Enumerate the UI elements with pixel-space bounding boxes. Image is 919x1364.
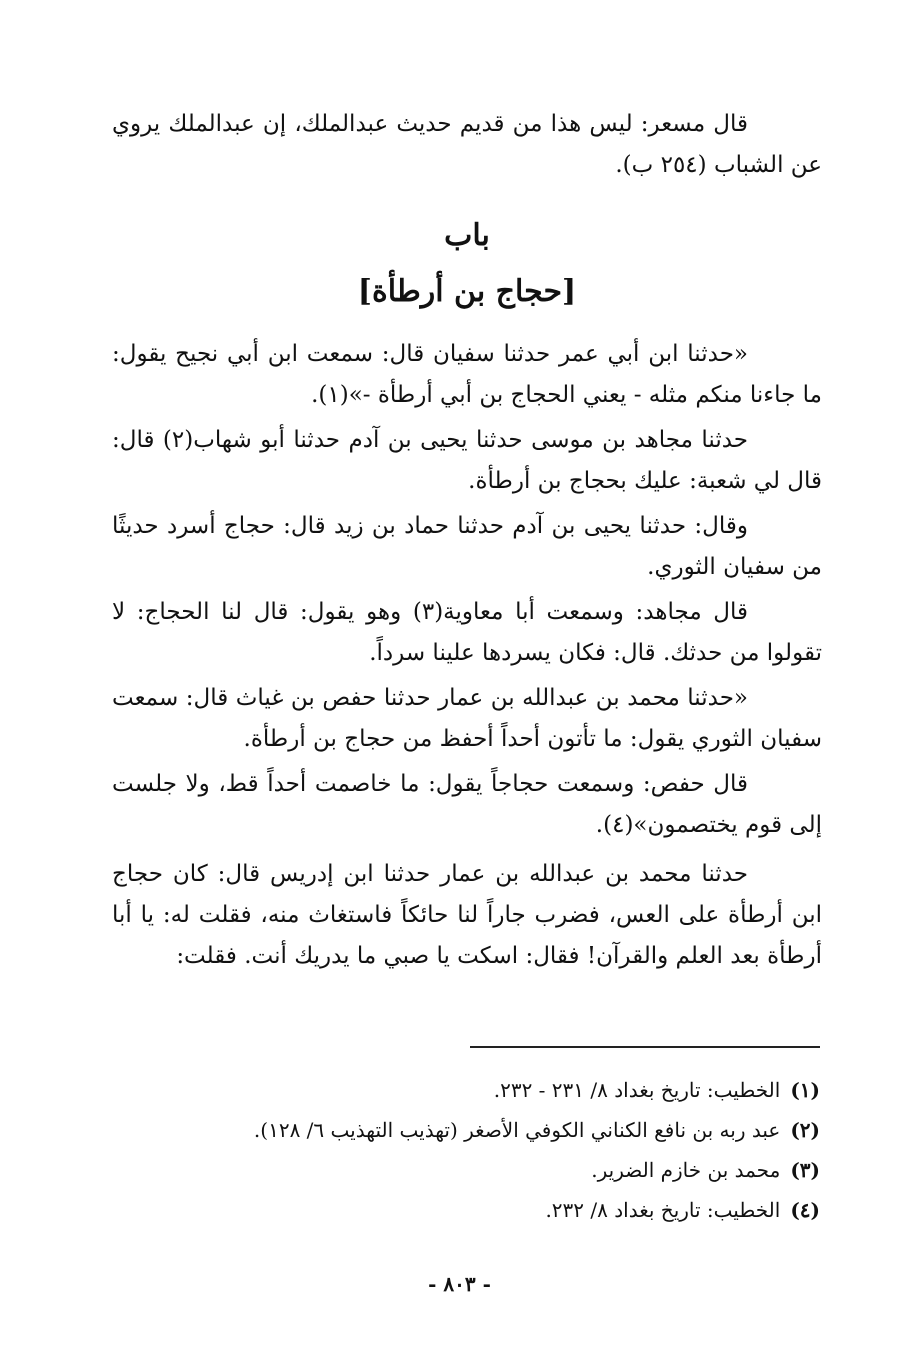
chapter-label: باب [444, 218, 490, 253]
footnotes [112, 1070, 820, 1230]
paragraph-3: وقال: حدثنا يحيى بن آدم حدثنا حماد بن زيد قال: حجاج أسرد حديثًا من سفيان الثوري. [112, 513, 822, 580]
footnote-item [112, 1070, 820, 1110]
footnote-number: (٣) [790, 1158, 820, 1182]
paragraph-1: «حدثنا ابن أبي عمر حدثنا سفيان قال: سمعت ابن أبي نجيح يقول: ما جاءنا منكم مثله - يعني الحجاج بن أبي أرطأة -»(١). [112, 341, 822, 408]
footnote-item [112, 1110, 820, 1150]
paragraph-7: حدثنا محمد بن عبدالله بن عمار حدثنا ابن إدريس قال: كان حجاج ابن أرطأة على العس، فضرب جاراً لنا حائكاً فاستغاث منه، فقلت له: يا أبا أرطأة بعد العلم والقرآن! فقال: اسكت يا صبي ما يدريك أنت. فقلت: [112, 861, 822, 969]
footnote-text: الخطيب: تاريخ بغداد ٨/ ٢٣١ - ٢٣٢. [493, 1078, 781, 1102]
main-text [112, 104, 822, 977]
footnote-item [112, 1150, 820, 1190]
paragraph-4: قال مجاهد: وسمعت أبا معاوية(٣) وهو يقول: قال لنا الحجاج: لا تقولوا من حدثك. قال: فكان يسردها علينا سرداً. [112, 599, 822, 666]
chapter-title: [حجاج بن أرطأة] [357, 274, 577, 309]
footnote-text: محمد بن خازم الضرير. [591, 1158, 781, 1182]
footnote-text: الخطيب: تاريخ بغداد ٨/ ٢٣٢. [545, 1198, 781, 1222]
footnote-number: (٤) [790, 1198, 820, 1222]
footnote-number: (١) [790, 1078, 820, 1102]
footnote-text: عبد ربه بن نافع الكناني الكوفي الأصغر (تهذيب التهذيب ٦/ ١٢٨). [253, 1118, 781, 1142]
footnote-item [112, 1190, 820, 1230]
paragraph-2: حدثنا مجاهد بن موسى حدثنا يحيى بن آدم حدثنا أبو شهاب(٢) قال: قال لي شعبة: عليك بحجاج بن أرطأة. [112, 427, 822, 494]
footnote-number: (٢) [790, 1118, 820, 1142]
page-number: - ٨٠٣ - [428, 1272, 491, 1296]
paragraph-opening: قال مسعر: ليس هذا من قديم حديث عبدالملك، إن عبدالملك يروي عن الشباب (٢٥٤ ب). [112, 111, 822, 178]
paragraph-5: «حدثنا محمد بن عبدالله بن عمار حدثنا حفص بن غياث قال: سمعت سفيان الثوري يقول: ما تأتون أحداً أحفظ من حجاج بن أرطأة. [112, 685, 822, 752]
footnote-divider [470, 1046, 820, 1048]
paragraph-6: قال حفص: وسمعت حجاجاً يقول: ما خاصمت أحداً قط، ولا جلست إلى قوم يختصمون»(٤). [112, 771, 822, 838]
